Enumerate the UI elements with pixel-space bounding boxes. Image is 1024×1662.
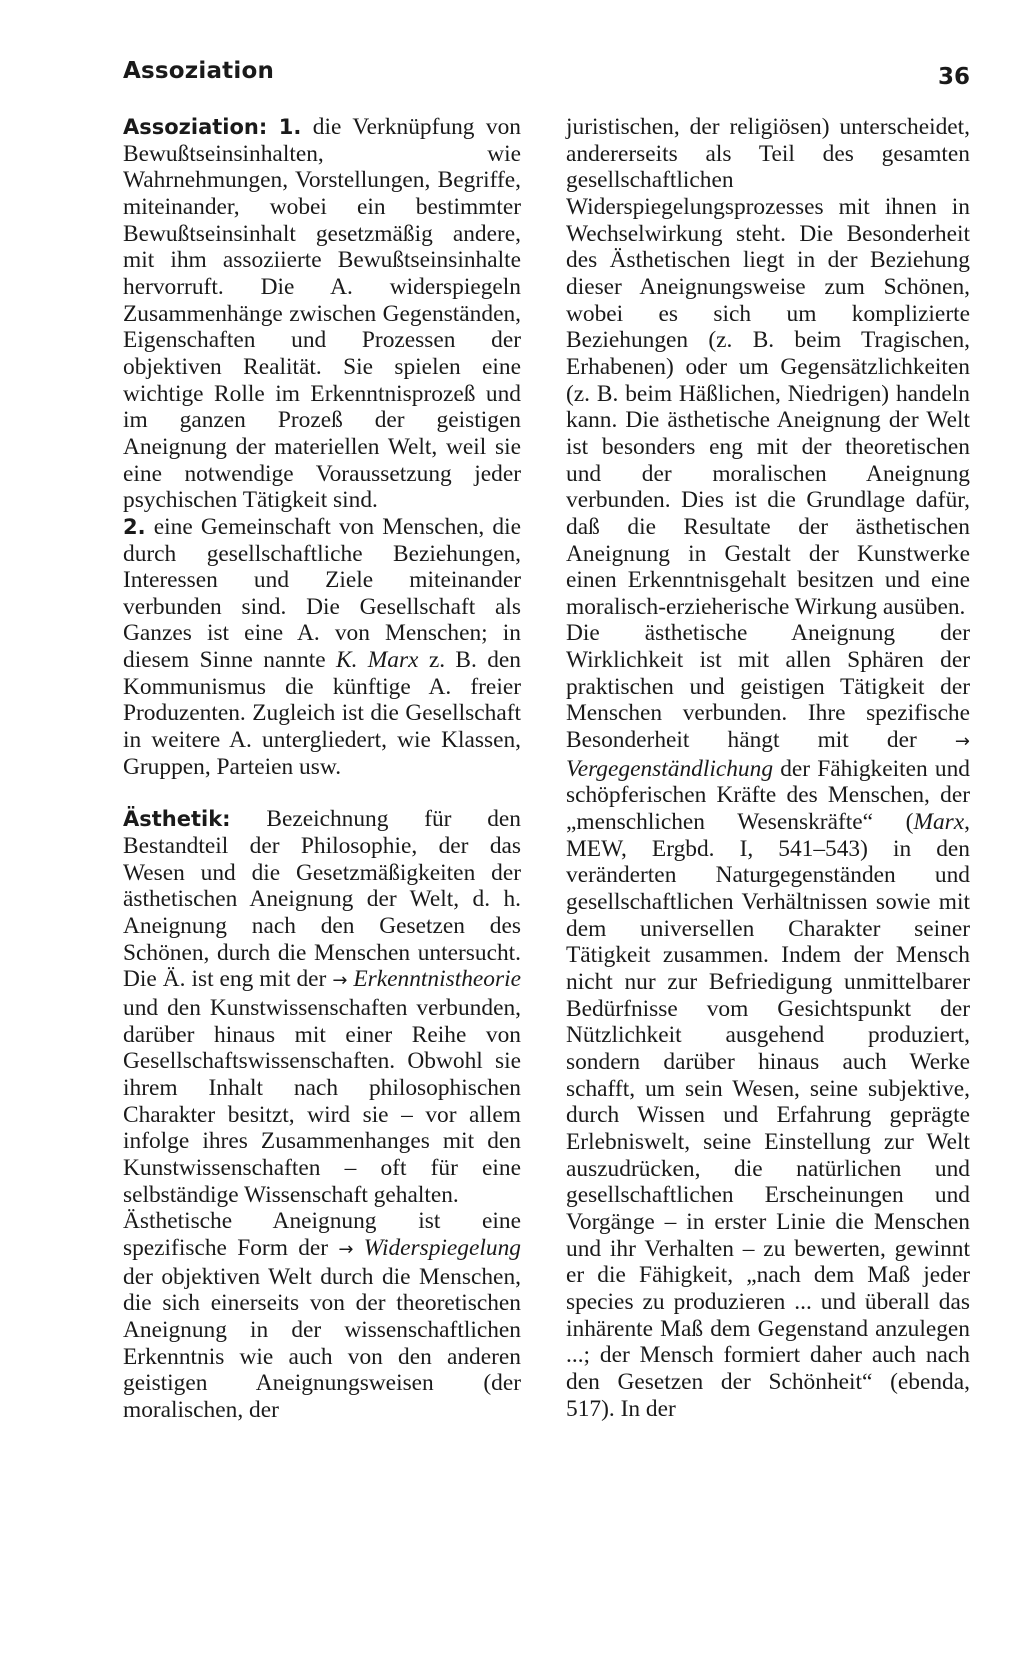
entry-text: , MEW, Ergbd. I, 541–543) in den veränderten Naturgegenständen und gesellschaftlichen Verhältnissen sowie mit dem universellen Charakter seiner Tätigkeit zusammen. Indem der Mensch nicht nur zur Befriedigung unmittelbarer Bedürfnisse vom Gesichtspunkt der Nützlichkeit ausgehend produziert, sondern darüber hinaus auch Werke schafft, um sein Wesen, seine subjektive, durch Wissen und Erfahrung geprägte Erlebniswelt, seine Einstellung zur Welt auszudrücken, die natürlichen und gesellschaftlichen Erscheinungen und Vorgänge – in erster Linie die Menschen und ihr Verhalten – zu bewerten, gewinnt er die Fähigkeit, „nach dem Maß jeder species zu produzieren ... und überall das inhärente Maß dem Gegenstand anzulegen ...; der Mensch formiert daher auch nach den Gesetzen der Schönheit“ (ebenda, 517). In der	[566, 809, 970, 1422]
entry-text: Die ästhetische Aneignung der Wirklichkeit ist mit allen Sphären der praktischen und geistigen Tätigkeit der Menschen verbunden. Ihre spezifische Besonderheit hängt mit der	[566, 620, 970, 754]
entry-text: die Verknüpfung von Bewußtseinsinhalten, wie Wahrnehmungen, Vorstellungen, Begriffe, miteinander, wobei ein bestimmter Bewußtseinsinhalt gesetzmäßig andere, mit ihm assoziierte Bewußtseinsinhalte hervorruft. Die A. widerspiegeln Zusammenhänge zwischen Gegenständen, Eigenschaften und Prozessen der objektiven Realität. Sie spielen eine wichtige Rolle im Erkenntnisprozeß und im ganzen Prozeß der geistigen Aneignung der materiellen Welt, weil sie eine notwendige Voraussetzung jeder psychischen Tätigkeit sind.	[123, 114, 521, 514]
author-name-marx: K. Marx	[335, 647, 419, 674]
paragraph-continuation: juristischen, der religiösen) unterscheidet, andererseits als Teil des gesamten gesellschaftlichen Widerspiegelungsprozesses mit ihnen in Wechselwirkung steht. Die Besonderheit des Ästhetischen liegt in der Beziehung dieser Aneignungsweise zum Schönen, wobei es sich um komplizierte Beziehungen (z. B. beim Tragischen, Erhabenen) oder um Gegensätzlichkeiten (z. B. beim Häßlichen, Niedrigen) handeln kann. Die ästhetische Aneignung der Welt ist besonders eng mit der theoretischen und der moralischen Aneignung verbunden. Dies ist die Grundlage dafür, daß die Resultate der ästhetischen Aneignung in Gestalt der Kunstwerke einen Erkenntnisgehalt besitzen und eine moralisch-erzieherische Wirkung ausüben.	[566, 114, 970, 620]
entry-text: der Fähigkeiten und schöpferischen Kräfte des Menschen, der „menschlichen Wesenskräfte“ (	[566, 755, 970, 836]
entry-text: der objektiven Welt durch die Menschen, die sich einerseits von der theoretischen Aneignung in der wissenschaftlichen Erkenntnis wie auch von den anderen geistigen Aneignungsweisen (der moralischen, der	[123, 1263, 521, 1423]
author-name-marx: Marx	[913, 809, 965, 836]
sense-number-1: 1.	[278, 115, 302, 139]
left-column	[123, 114, 521, 1424]
cross-reference-arrow-icon: →	[332, 970, 348, 992]
entry-text: und den Kunstwissenschaften verbunden, darüber hinaus mit einer Reihe von Gesellschaftswissenschaften. Obwohl sie ihrem Inhalt nach philosophischen Charakter besitzt, wird sie – vor allem infolge ihres Zusammenhanges mit den Kunstwissenschaften – oft für eine selbständige Wissenschaft gehalten.	[123, 995, 521, 1208]
cross-reference-arrow-icon: →	[954, 731, 970, 753]
entry-text: Ästhetische Aneignung ist eine spezifische Form der	[123, 1208, 521, 1261]
cross-reference-erkenntnistheorie[interactable]: Erkenntnistheorie	[353, 966, 521, 993]
cross-reference-widerspiegelung[interactable]: Widerspiegelung	[363, 1234, 521, 1261]
right-column	[566, 114, 970, 1422]
cross-reference-arrow-icon: →	[338, 1238, 354, 1260]
page-number: 36	[937, 64, 970, 90]
paragraph-wirklichkeit	[566, 620, 970, 1422]
entry-text: z. B. den Kommunismus die künftige A. freier Produzenten. Zugleich ist die Gesellschaft in weitere A. untergliedert, wie Klassen, Gruppen, Parteien usw.	[123, 647, 521, 780]
entry-term-aesthetik: Ästhetik:	[123, 807, 231, 832]
paragraph-aesthetische-aneignung	[123, 1208, 521, 1423]
running-head: Assoziation	[123, 58, 275, 84]
entry-assoziation-sense-1	[123, 114, 521, 514]
entry-aesthetik	[123, 806, 521, 1208]
entry-separator	[123, 780, 521, 806]
entry-assoziation-sense-2	[123, 514, 521, 781]
entry-term-assoziation: Assoziation:	[123, 115, 268, 139]
cross-reference-vergegenstaendlichung[interactable]: Vergegenständlichung	[566, 755, 774, 782]
sense-number-2: 2.	[123, 514, 146, 539]
entry-text: eine Gemeinschaft von Menschen, die durch gesellschaftliche Beziehungen, Interessen und Ziele miteinander verbunden sind. Die Gesellschaft als Ganzes ist eine A. von Menschen; in diesem Sinne nannte	[123, 513, 521, 674]
entry-text: Bezeichnung für den Bestandteil der Philosophie, der das Wesen und die Gesetzmäßigkeiten der ästhetischen Aneignung der Welt, d. h. Aneignung nach den Gesetzen des Schönen, durch die Menschen untersucht. Die Ä. ist eng mit der	[123, 806, 521, 993]
